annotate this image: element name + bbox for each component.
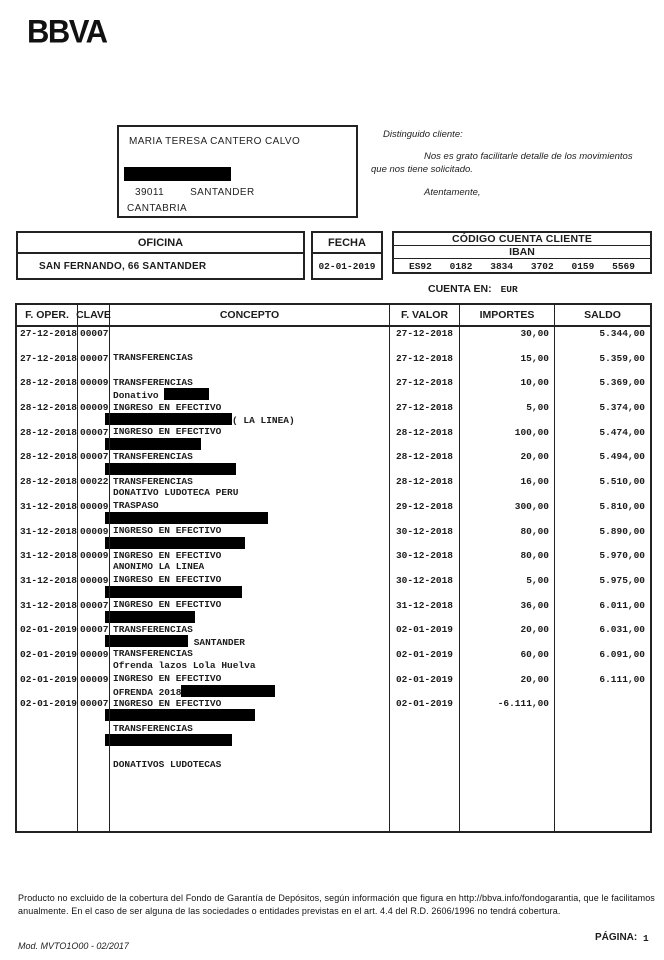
operation-date-cell: 28-12-2018 xyxy=(17,401,78,501)
amount-cell: 36,00 xyxy=(460,599,555,697)
concepto-detail-pre: ANONIMO LA LINEA xyxy=(113,561,205,573)
operation-date-cell: 27-12-2018 xyxy=(17,352,78,452)
concepto-line1: INGRESO EN EFECTIVO xyxy=(113,549,222,561)
amount-cell: 15,00 xyxy=(460,352,555,452)
concepto-detail-post: SANTANDER xyxy=(188,637,246,649)
recipient-name: MARIA TERESA CANTERO CALVO xyxy=(129,136,301,147)
iban-group-5: 0159 xyxy=(571,261,595,272)
iban-group-6: 5569 xyxy=(612,261,635,272)
amount-cell: 10,00 xyxy=(460,376,555,476)
concepto-line1: INGRESO EN EFECTIVO xyxy=(113,426,222,438)
amount-cell: 20,00 xyxy=(460,623,555,723)
concepto-detail-post: ( LA LINEA) xyxy=(232,415,295,427)
col-header-f-valor: F. VALOR xyxy=(390,305,460,325)
value-date-cell: 28-12-2018 xyxy=(390,426,460,524)
amount-cell: 80,00 xyxy=(460,549,555,649)
statement-date-box xyxy=(311,231,383,280)
iban-label: IBAN xyxy=(394,246,650,259)
concepto-detail-pre: OFRENDA 2018 xyxy=(113,686,182,698)
balance-cell: 6.111,00 xyxy=(599,673,645,685)
clave-cell: 00007 xyxy=(78,352,110,452)
amount-cell: -6.111,00 xyxy=(460,697,555,795)
value-date-cell: 30-12-2018 xyxy=(390,525,460,625)
value-date-cell: 30-12-2018 xyxy=(390,574,460,674)
clave-cell: 00007 xyxy=(78,623,110,723)
operation-date-cell: 28-12-2018 xyxy=(17,475,78,575)
account-code-box xyxy=(392,231,652,274)
clave-cell: 00007 xyxy=(78,697,110,795)
value-date-cell: 02-01-2019 xyxy=(390,648,460,748)
transactions-body xyxy=(17,327,650,770)
recipient-province: CANTABRIA xyxy=(127,203,188,214)
greeting-body-line1: Nos es grato facilitarle detalle de los movimientos xyxy=(424,151,633,162)
amount-cell: 80,00 xyxy=(460,525,555,625)
concepto-line1: TRANSFERENCIAS xyxy=(113,376,193,388)
value-date-cell: 27-12-2018 xyxy=(390,352,460,452)
col-header-f-oper: F. OPER. xyxy=(17,305,78,325)
concepto-line1: INGRESO EN EFECTIVO xyxy=(113,525,222,536)
clave-cell: 00009 xyxy=(78,376,110,476)
operation-date-cell: 28-12-2018 xyxy=(17,450,78,550)
value-date-cell: 27-12-2018 xyxy=(390,376,460,476)
concepto-line1: INGRESO EN EFECTIVO xyxy=(113,401,222,413)
clave-cell: 00009 xyxy=(78,673,110,773)
amount-cell: 20,00 xyxy=(460,673,555,773)
iban-group-1: ES92 xyxy=(409,261,432,272)
greeting-body-line2: que nos tiene solicitado. xyxy=(371,164,473,175)
deposit-guarantee-notice-line2: anualmente. En el caso de ser alguna de las sociedades o entidades previstas en el art. 4.4 del R.D. 2606/1996 no tendrá cobertura. xyxy=(18,906,561,916)
clave-cell: 00007 xyxy=(78,450,110,550)
clave-cell: 00007 xyxy=(78,327,110,427)
concepto-line1: TRANSFERENCIAS xyxy=(113,450,193,462)
iban-group-3: 3834 xyxy=(490,261,514,272)
operation-date-cell: 31-12-2018 xyxy=(17,500,78,598)
col-header-concepto: CONCEPTO xyxy=(110,305,390,325)
transaction-row xyxy=(17,697,650,770)
amount-cell: 16,00 xyxy=(460,475,555,575)
balance-cell: 6.091,00 xyxy=(599,648,645,660)
concepto-line1: TRANSFERENCIAS xyxy=(113,648,193,660)
balance-cell: 5.810,00 xyxy=(599,500,645,512)
value-date-cell: 28-12-2018 xyxy=(390,475,460,575)
balance-cell: 5.975,00 xyxy=(599,574,645,586)
operation-date-cell: 27-12-2018 xyxy=(17,327,78,427)
balance-cell: 5.970,00 xyxy=(599,550,645,562)
balance-cell: 5.344,00 xyxy=(599,328,645,339)
operation-date-cell: 02-01-2019 xyxy=(17,623,78,723)
account-currency xyxy=(428,283,518,295)
operation-date-cell: 02-01-2019 xyxy=(17,697,78,795)
amount-cell: 20,00 xyxy=(460,450,555,550)
concepto-line1: INGRESO EN EFECTIVO xyxy=(113,697,222,709)
balance-cell: 5.890,00 xyxy=(599,525,645,537)
concepto-line1: TRANSFERENCIAS xyxy=(113,623,193,635)
operation-date-cell: 02-01-2019 xyxy=(17,648,78,748)
form-model-reference: Mod. MVTO1O00 - 02/2017 xyxy=(18,941,129,951)
iban-group-4: 3702 xyxy=(530,261,554,272)
clave-cell: 00007 xyxy=(78,599,110,697)
operation-date-cell: 28-12-2018 xyxy=(17,376,78,476)
office-box xyxy=(16,231,305,280)
transactions-table xyxy=(15,303,652,833)
page-label: PÁGINA: xyxy=(595,932,638,943)
operation-date-cell: 31-12-2018 xyxy=(17,549,78,649)
recipient-address-box xyxy=(117,125,358,218)
clave-cell: 00009 xyxy=(78,648,110,748)
value-date-cell: 29-12-2018 xyxy=(390,500,460,598)
account-code-label: CÓDIGO CUENTA CLIENTE xyxy=(394,233,650,246)
amount-cell: 100,00 xyxy=(460,426,555,524)
value-date-cell: 02-01-2019 xyxy=(390,623,460,723)
page-number: 1 xyxy=(643,933,649,944)
col-header-clave: CLAVE xyxy=(78,305,110,325)
currency-label: CUENTA EN: xyxy=(428,283,492,295)
office-label: OFICINA xyxy=(18,233,303,254)
concepto-line1: TRASPASO xyxy=(113,500,159,512)
concepto-detail-pre: DONATIVOS LUDOTECAS xyxy=(113,758,222,770)
balance-cell: 5.374,00 xyxy=(599,402,645,414)
balance-cell: 5.369,00 xyxy=(599,377,645,389)
office-value: SAN FERNANDO, 66 SANTANDER xyxy=(39,260,207,272)
recipient-postal-city xyxy=(135,187,255,198)
concepto-detail-pre: Ofrenda lazos Lola Huelva xyxy=(113,660,256,672)
amount-cell: 5,00 xyxy=(460,574,555,674)
clave-cell: 00009 xyxy=(78,500,110,598)
operation-date-cell: 31-12-2018 xyxy=(17,574,78,674)
operation-date-cell: 02-01-2019 xyxy=(17,673,78,773)
operation-date-cell: 31-12-2018 xyxy=(17,599,78,697)
clave-cell: 00022 xyxy=(78,475,110,575)
balance-cell: 5.359,00 xyxy=(599,352,645,364)
concepto-detail-pre: Donativo xyxy=(113,390,165,402)
clave-cell: 00007 xyxy=(78,426,110,524)
concepto-line1: INGRESO EN EFECTIVO xyxy=(113,574,222,586)
balance-cell: 5.474,00 xyxy=(599,426,645,438)
operation-date-cell: 31-12-2018 xyxy=(17,525,78,625)
col-header-saldo: SALDO xyxy=(584,309,621,321)
balance-cell: 6.011,00 xyxy=(599,599,645,611)
recipient-city: SANTANDER xyxy=(190,187,255,198)
col-header-importes: IMPORTES xyxy=(460,305,555,325)
clave-cell: 00009 xyxy=(78,401,110,501)
amount-cell: 60,00 xyxy=(460,648,555,748)
bbva-logo: BBVA xyxy=(27,13,107,50)
balance-cell: 5.510,00 xyxy=(599,476,645,488)
amount-cell: 30,00 xyxy=(460,327,555,427)
amount-cell: 5,00 xyxy=(460,401,555,501)
clave-cell: 00009 xyxy=(78,574,110,674)
redaction-bar-address xyxy=(124,167,231,181)
greeting-salutation: Distinguido cliente: xyxy=(383,129,463,140)
value-date-cell: 27-12-2018 xyxy=(390,401,460,501)
date-label: FECHA xyxy=(313,233,381,254)
value-date-cell: 31-12-2018 xyxy=(390,599,460,697)
value-date-cell: 28-12-2018 xyxy=(390,450,460,550)
value-date-cell: 02-01-2019 xyxy=(390,697,460,795)
transactions-header-row xyxy=(17,305,650,327)
table-filler-row xyxy=(17,722,650,831)
clave-cell: 00009 xyxy=(78,549,110,649)
concepto-line1: TRANSFERENCIAS xyxy=(113,352,193,364)
concepto-line1: TRANSFERENCIAS xyxy=(113,475,193,487)
currency-value: EUR xyxy=(500,284,518,295)
value-date-cell: 27-12-2018 xyxy=(390,327,460,427)
value-date-cell: 02-01-2019 xyxy=(390,673,460,773)
deposit-guarantee-notice-line1: Producto no excluido de la cobertura del Fondo de Garantía de Depósitos, según información que figura en http://bbva.info/fondogarantia, que le facilitamos xyxy=(18,893,655,903)
concepto-detail-pre: DONATIVO LUDOTECA PERU xyxy=(113,487,239,499)
iban-value xyxy=(394,259,650,273)
iban-group-2: 0182 xyxy=(449,261,473,272)
balance-cell: 6.031,00 xyxy=(599,624,645,636)
concepto-line1: INGRESO EN EFECTIVO xyxy=(113,673,222,685)
amount-cell: 300,00 xyxy=(460,500,555,598)
date-value: 02-01-2019 xyxy=(318,260,376,272)
value-date-cell: 30-12-2018 xyxy=(390,549,460,649)
operation-date-cell: 28-12-2018 xyxy=(17,426,78,524)
balance-cell: 5.494,00 xyxy=(599,451,645,463)
recipient-postal-code: 39011 xyxy=(135,187,165,198)
concepto-line1: INGRESO EN EFECTIVO xyxy=(113,599,222,611)
greeting-closing: Atentamente, xyxy=(424,187,481,198)
concepto-line1: TRANSFERENCIAS xyxy=(113,722,193,734)
clave-cell: 00009 xyxy=(78,525,110,625)
